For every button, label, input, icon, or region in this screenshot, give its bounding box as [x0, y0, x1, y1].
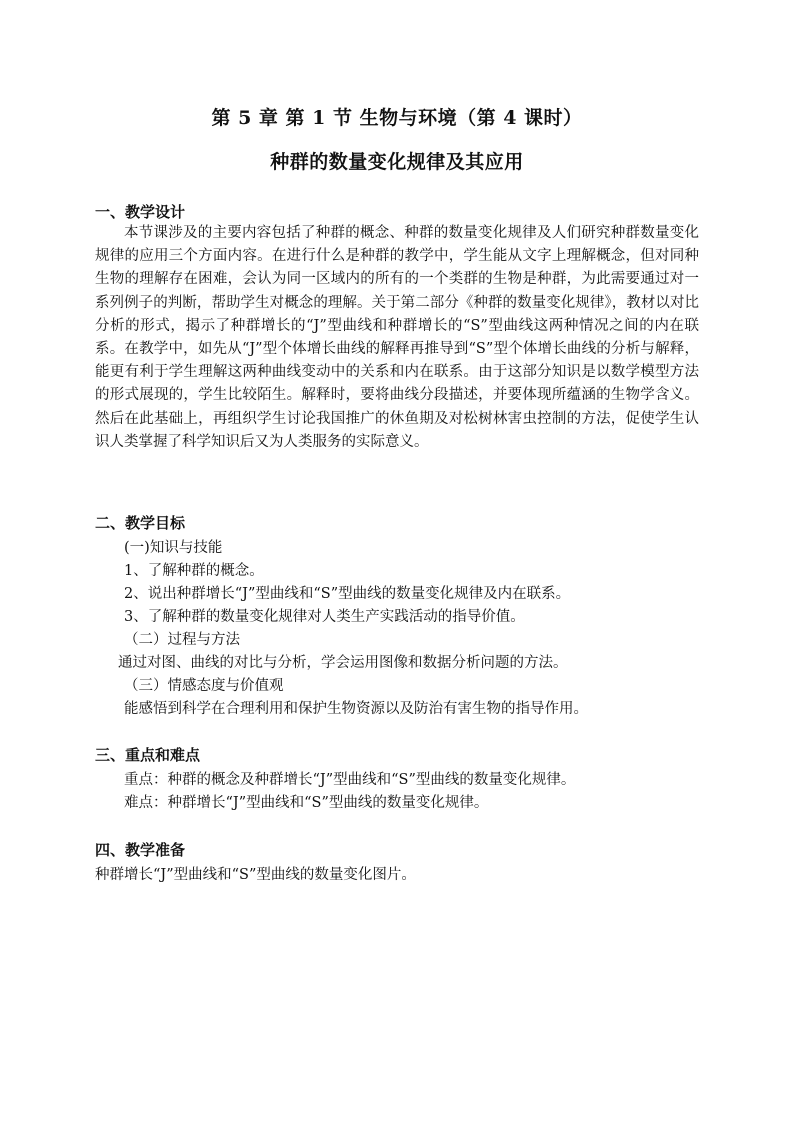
section-heading-preparation: 四、教学准备 [95, 841, 186, 859]
section-heading-key-points: 三、重点和难点 [95, 746, 201, 764]
objective-item-3: 3、了解种群的数量变化规律对人类生产实践活动的指导价值。 [124, 609, 525, 625]
objective-item-2: 2、说出种群增长“J”型曲线和“S”型曲线的数量变化规律及内在联系。 [124, 586, 571, 602]
objective-subheading-process: （二）过程与方法 [124, 632, 240, 648]
section-heading-design: 一、教学设计 [95, 203, 186, 221]
preparation-text: 种群增长“J”型曲线和“S”型曲线的数量变化图片。 [95, 867, 416, 883]
page-title: 第 5 章 第 1 节 生物与环境（第 4 课时） [211, 107, 583, 129]
objective-subheading-knowledge: (一)知识与技能 [124, 540, 223, 556]
key-point-text: 重点：种群的概念及种群增长“J”型曲线和“S”型曲线的数量变化规律。 [124, 772, 576, 788]
objective-item-1: 1、了解种群的概念。 [124, 563, 264, 579]
objective-attitude-text: 能感悟到科学在合理利用和保护生物资源以及防治有害生物的指导作用。 [124, 701, 588, 717]
objective-process-text: 通过对图、曲线的对比与分析，学会运用图像和数据分析问题的方法。 [118, 655, 568, 671]
section-heading-objectives: 二、教学目标 [95, 514, 186, 532]
difficult-point-text: 难点：种群增长“J”型曲线和“S”型曲线的数量变化规律。 [124, 795, 489, 811]
objective-subheading-attitude: （三）情感态度与价值观 [124, 678, 284, 694]
page-subtitle: 种群的数量变化规律及其应用 [270, 151, 524, 173]
design-paragraph: 本节课涉及的主要内容包括了种群的概念、种群的数量变化规律及人们研究种群数量变化规律的应用三个方面内容。在进行什么是种群的教学中，学生能从文字上理解概念，但对同种生物的理解存在困难，会认为同一区域内的所有的一个类群的生物是种群，为此需要通过对一系列例子的判断，帮助学生对概念的理解。关于第二部分《种群的数量变化规律》，教材以对比分析的形式，揭示了种群增长的“J”型曲线和种群增长的“S”型曲线这两种情况之间的内在联系。在教学中，如先从“J”型个体增长曲线的解释再推导到“S”型个体增长曲线的分析与解释，能更有利于学生理解这两种曲线变动中的关系和内在联系。由于这部分知识是以数学模型方法的形式展现的，学生比较陌生。解释时，要将曲线分段描述，并要体现所蕴涵的生物学含义。然后在此基础上，再组织学生讨论我国推广的休鱼期及对松树林害虫控制的方法，促使学生认识人类掌握了科学知识后又为人类服务的实际意义。 [95, 225, 699, 450]
